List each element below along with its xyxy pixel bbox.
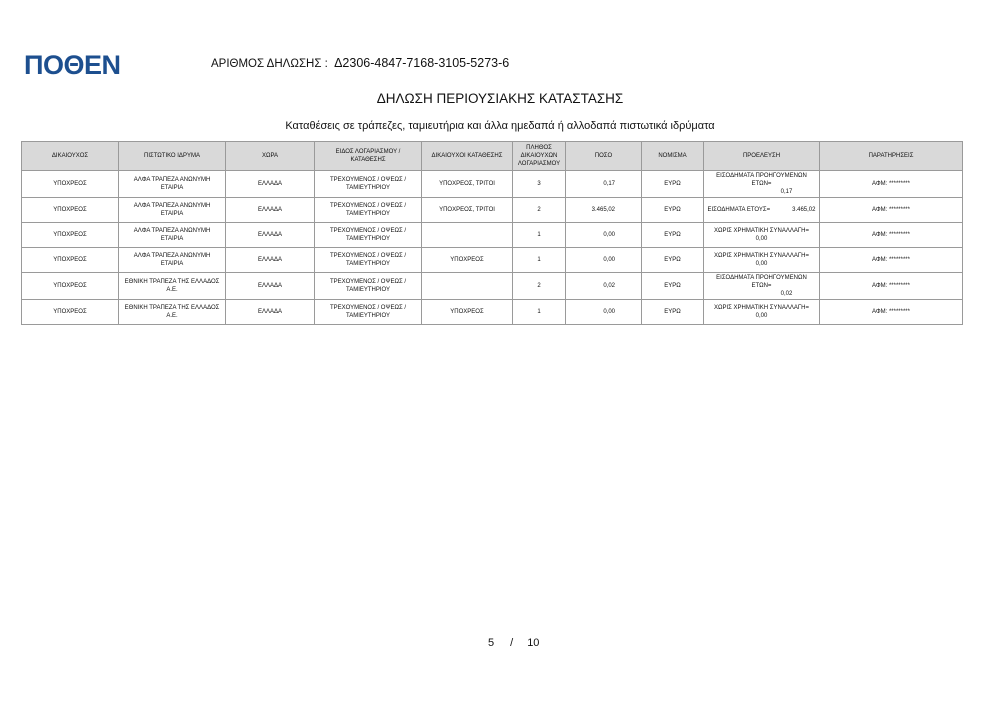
cell-institution: ΑΛΦΑ ΤΡΑΠΕΖΑ ΑΝΩΝΥΜΗ ΕΤΑΙΡΙΑ <box>119 198 226 223</box>
cell-amount: 3.465,02 <box>566 198 642 223</box>
cell-currency: ΕΥΡΩ <box>642 171 704 198</box>
origin-content <box>707 227 816 243</box>
declaration-label: ΑΡΙΘΜΟΣ ΔΗΛΩΣΗΣ : <box>211 58 328 70</box>
cell-remarks: ΑΦΜ: ********* <box>820 300 963 325</box>
table-row <box>22 198 963 223</box>
cell-account-type: ΤΡΕΧΟΥΜΕΝΟΣ / ΟΨΕΩΣ / ΤΑΜΙΕΥΤΗΡΙΟΥ <box>315 171 422 198</box>
origin-label: ΧΩΡΙΣ ΧΡΗΜΑΤΙΚΗ ΣΥΝΑΛΛΑΓΗ= <box>714 228 809 234</box>
logo-text: ΠΟΘΕΝ <box>24 49 121 80</box>
table-row <box>22 248 963 273</box>
cell-institution: ΑΛΦΑ ΤΡΑΠΕΖΑ ΑΝΩΝΥΜΗ ΕΤΑΙΡΙΑ <box>119 248 226 273</box>
cell-account-type: ΤΡΕΧΟΥΜΕΝΟΣ / ΟΨΕΩΣ / ΤΑΜΙΕΥΤΗΡΙΟΥ <box>315 300 422 325</box>
cell-country: ΕΛΛΑΔΑ <box>226 171 315 198</box>
cell-remarks: ΑΦΜ: ********* <box>820 273 963 300</box>
cell-holder: ΥΠΟΧΡΕΟΣ <box>22 248 119 273</box>
origin-label: ΕΙΣΟΔΗΜΑΤΑ ΕΤΟΥΣ= <box>707 207 771 213</box>
page-title: ΔΗΛΩΣΗ ΠΕΡΙΟΥΣΙΑΚΗΣ ΚΑΤΑΣΤΑΣΗΣ <box>376 91 624 106</box>
origin-amount: 0,02 <box>780 291 793 297</box>
cell-holder: ΥΠΟΧΡΕΟΣ <box>22 198 119 223</box>
cell-beneficiaries: ΥΠΟΧΡΕΟΣ <box>422 248 513 273</box>
cell-amount: 0,00 <box>566 248 642 273</box>
column-header: ΔΙΚΑΙΟΥΧΟΣ <box>22 142 119 171</box>
origin-label: ΧΩΡΙΣ ΧΡΗΜΑΤΙΚΗ ΣΥΝΑΛΛΑΓΗ= <box>714 305 809 311</box>
origin-label: ΕΙΣΟΔΗΜΑΤΑ ΠΡΟΗΓΟΥΜΕΝΩΝ ΕΤΩΝ= <box>716 275 807 289</box>
column-header: ΕΙΔΟΣ ΛΟΓΑΡΙΑΣΜΟΥ / ΚΑΤΑΘΕΣΗΣ <box>315 142 422 171</box>
column-header: ΠΡΟΕΛΕΥΣΗ <box>704 142 820 171</box>
page-separator: / <box>510 637 514 649</box>
cell-amount: 0,17 <box>566 171 642 198</box>
origin-amount: 3.465,02 <box>792 207 816 213</box>
cell-remarks: ΑΦΜ: ********* <box>820 248 963 273</box>
cell-origin <box>704 223 820 248</box>
cell-institution: ΑΛΦΑ ΤΡΑΠΕΖΑ ΑΝΩΝΥΜΗ ΕΤΑΙΡΙΑ <box>119 223 226 248</box>
origin-content <box>707 252 816 268</box>
cell-currency: ΕΥΡΩ <box>642 223 704 248</box>
cell-country: ΕΛΛΑΔΑ <box>226 300 315 325</box>
cell-holder: ΥΠΟΧΡΕΟΣ <box>22 171 119 198</box>
deposits-table <box>21 141 963 325</box>
table-header-row <box>22 142 963 171</box>
cell-country: ΕΛΛΑΔΑ <box>226 273 315 300</box>
table-row <box>22 171 963 198</box>
column-header: ΠΑΡΑΤΗΡΗΣΕΙΣ <box>820 142 963 171</box>
cell-beneficiaries <box>422 223 513 248</box>
origin-content <box>707 304 816 320</box>
table-row <box>22 300 963 325</box>
declaration-number-line <box>211 56 509 70</box>
cell-remarks: ΑΦΜ: ********* <box>820 171 963 198</box>
cell-currency: ΕΥΡΩ <box>642 273 704 300</box>
cell-account-type: ΤΡΕΧΟΥΜΕΝΟΣ / ΟΨΕΩΣ / ΤΑΜΙΕΥΤΗΡΙΟΥ <box>315 198 422 223</box>
cell-count: 2 <box>513 198 566 223</box>
cell-institution: ΕΘΝΙΚΗ ΤΡΑΠΕΖΑ ΤΗΣ ΕΛΛΑΔΟΣ Α.Ε. <box>119 273 226 300</box>
cell-beneficiaries: ΥΠΟΧΡΕΟΣ, ΤΡΙΤΟΙ <box>422 171 513 198</box>
cell-country: ΕΛΛΑΔΑ <box>226 223 315 248</box>
cell-count: 2 <box>513 273 566 300</box>
cell-beneficiaries: ΥΠΟΧΡΕΟΣ, ΤΡΙΤΟΙ <box>422 198 513 223</box>
column-header: ΠΙΣΤΩΤΙΚΟ ΙΔΡΥΜΑ <box>119 142 226 171</box>
column-header: ΠΟΣΟ <box>566 142 642 171</box>
cell-origin <box>704 300 820 325</box>
origin-label: ΧΩΡΙΣ ΧΡΗΜΑΤΙΚΗ ΣΥΝΑΛΛΑΓΗ= <box>714 253 809 259</box>
cell-beneficiaries: ΥΠΟΧΡΕΟΣ <box>422 300 513 325</box>
origin-label: ΕΙΣΟΔΗΜΑΤΑ ΠΡΟΗΓΟΥΜΕΝΩΝ ΕΤΩΝ= <box>716 173 807 187</box>
origin-content <box>707 206 816 214</box>
section-subtitle: Καταθέσεις σε τράπεζες, ταμιευτήρια και άλλα ημεδαπά ή αλλοδαπά πιστωτικά ιδρύματα <box>285 120 715 132</box>
page-indicator <box>488 637 539 649</box>
cell-holder: ΥΠΟΧΡΕΟΣ <box>22 223 119 248</box>
cell-remarks: ΑΦΜ: ********* <box>820 198 963 223</box>
total-pages: 10 <box>527 637 540 649</box>
cell-origin <box>704 171 820 198</box>
column-header: ΧΩΡΑ <box>226 142 315 171</box>
cell-amount: 0,00 <box>566 300 642 325</box>
cell-count: 1 <box>513 300 566 325</box>
cell-count: 1 <box>513 248 566 273</box>
cell-institution: ΑΛΦΑ ΤΡΑΠΕΖΑ ΑΝΩΝΥΜΗ ΕΤΑΙΡΙΑ <box>119 171 226 198</box>
cell-currency: ΕΥΡΩ <box>642 198 704 223</box>
table-row <box>22 273 963 300</box>
cell-country: ΕΛΛΑΔΑ <box>226 198 315 223</box>
cell-holder: ΥΠΟΧΡΕΟΣ <box>22 300 119 325</box>
cell-currency: ΕΥΡΩ <box>642 300 704 325</box>
column-header: ΝΟΜΙΣΜΑ <box>642 142 704 171</box>
cell-count: 1 <box>513 223 566 248</box>
cell-remarks: ΑΦΜ: ********* <box>820 223 963 248</box>
cell-account-type: ΤΡΕΧΟΥΜΕΝΟΣ / ΟΨΕΩΣ / ΤΑΜΙΕΥΤΗΡΙΟΥ <box>315 273 422 300</box>
cell-account-type: ΤΡΕΧΟΥΜΕΝΟΣ / ΟΨΕΩΣ / ΤΑΜΙΕΥΤΗΡΙΟΥ <box>315 223 422 248</box>
cell-institution: ΕΘΝΙΚΗ ΤΡΑΠΕΖΑ ΤΗΣ ΕΛΛΑΔΟΣ Α.Ε. <box>119 300 226 325</box>
logo <box>24 50 121 80</box>
origin-amount: 0,17 <box>780 189 793 195</box>
origin-amount: 0,00 <box>755 313 768 319</box>
cell-amount: 0,02 <box>566 273 642 300</box>
table-row <box>22 223 963 248</box>
column-header: ΠΛΗΘΟΣ ΔΙΚΑΙΟΥΧΩΝ ΛΟΓΑΡΙΑΣΜΟΥ <box>513 142 566 171</box>
cell-account-type: ΤΡΕΧΟΥΜΕΝΟΣ / ΟΨΕΩΣ / ΤΑΜΙΕΥΤΗΡΙΟΥ <box>315 248 422 273</box>
origin-amount: 0,00 <box>755 236 768 242</box>
cell-origin <box>704 248 820 273</box>
cell-origin <box>704 273 820 300</box>
origin-amount: 0,00 <box>755 261 768 267</box>
cell-country: ΕΛΛΑΔΑ <box>226 248 315 273</box>
cell-count: 3 <box>513 171 566 198</box>
column-header: ΔΙΚΑΙΟΥΧΟΙ ΚΑΤΑΘΕΣΗΣ <box>422 142 513 171</box>
cell-holder: ΥΠΟΧΡΕΟΣ <box>22 273 119 300</box>
cell-amount: 0,00 <box>566 223 642 248</box>
cell-beneficiaries <box>422 273 513 300</box>
origin-content <box>707 172 816 196</box>
cell-origin <box>704 198 820 223</box>
cell-currency: ΕΥΡΩ <box>642 248 704 273</box>
declaration-number: Δ2306-4847-7168-3105-5273-6 <box>334 56 510 70</box>
origin-content <box>707 274 816 298</box>
current-page: 5 <box>488 637 495 649</box>
